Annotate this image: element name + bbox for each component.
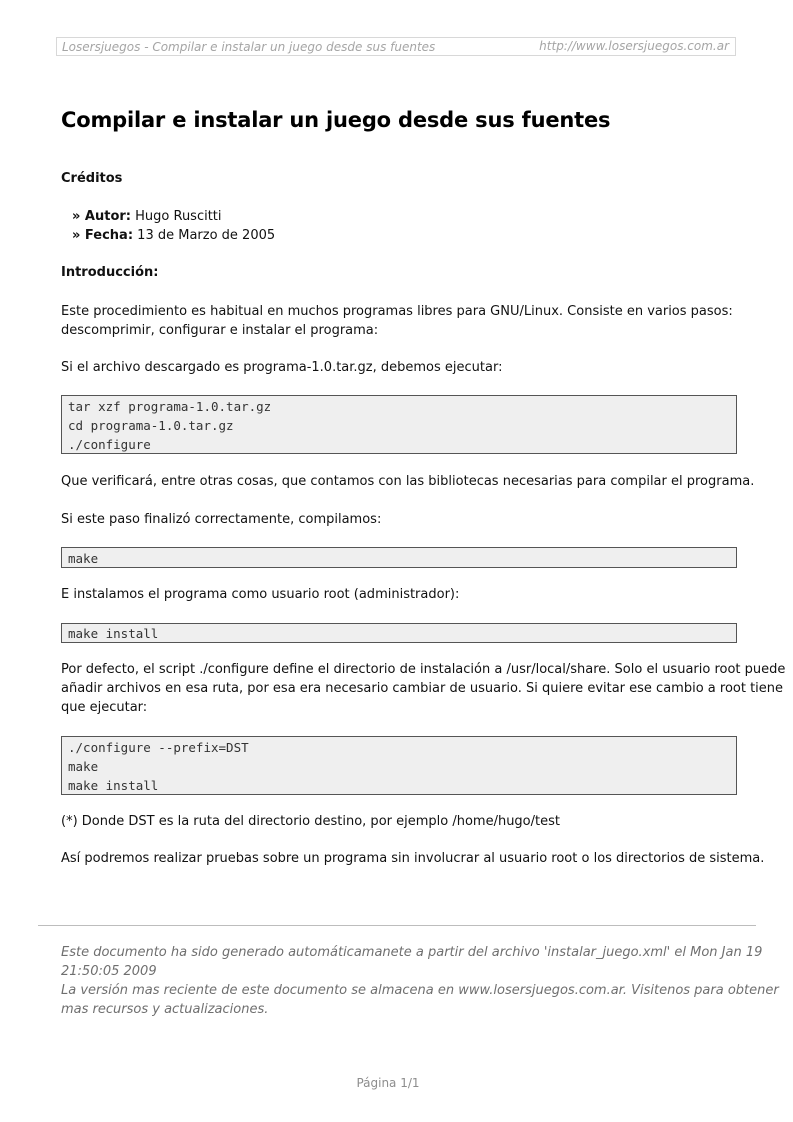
footer-generated-line-1: Este documento ha sido generado automáticamanete a partir del archivo 'instalar_juego.xml' el Mon Jan 19 — [61, 945, 763, 960]
code-line: tar xzf programa-1.0.tar.gz — [68, 399, 272, 414]
code-line: ./configure — [68, 437, 151, 452]
header-site-title: Losersjuegos - Compilar e instalar un juego desde sus fuentes — [62, 40, 436, 54]
paragraph-6-line-1: Por defecto, el script ./configure define el directorio de instalación a /usr/local/share. Solo el usuario root puede — [61, 662, 786, 677]
paragraph-3: Que verificará, entre otras cosas, que contamos con las bibliotecas necesarias para compilar el programa. — [61, 474, 755, 489]
credit-author-value: Hugo Ruscitti — [135, 209, 222, 224]
code-line: ./configure --prefix=DST — [68, 740, 249, 755]
code-line: make — [68, 551, 99, 566]
paragraph-7: (*) Donde DST es la ruta del directorio destino, por ejemplo /home/hugo/test — [61, 814, 560, 829]
header-url[interactable]: http://www.losersjuegos.com.ar — [539, 39, 729, 53]
footer-version-line-2: mas recursos y actualizaciones. — [61, 1002, 269, 1017]
code-line: make — [68, 759, 99, 774]
code-line: cd programa-1.0.tar.gz — [68, 418, 234, 433]
code-block-4[interactable] — [61, 736, 737, 795]
credits-heading: Créditos — [61, 171, 123, 186]
paragraph-1-line-1: Este procedimiento es habitual en muchos programas libres para GNU/Linux. Consiste en varios pasos: — [61, 304, 733, 319]
code-line: make install — [68, 626, 159, 641]
intro-heading: Introducción: — [61, 265, 159, 280]
page-title: Compilar e instalar un juego desde sus fuentes — [61, 108, 611, 132]
code-block-2[interactable] — [61, 547, 737, 568]
footer-generated-line-2: 21:50:05 2009 — [61, 964, 157, 979]
page-number: Página 1/1 — [356, 1076, 420, 1090]
paragraph-8: Así podremos realizar pruebas sobre un programa sin involucrar al usuario root o los directorios de sistema. — [61, 851, 765, 866]
credit-date — [72, 226, 275, 245]
code-block-3[interactable] — [61, 623, 737, 643]
running-header — [56, 37, 736, 56]
paragraph-4: Si este paso finalizó correctamente, compilamos: — [61, 512, 382, 527]
code-line: make install — [68, 778, 159, 793]
credit-date-label: » Fecha: — [72, 228, 134, 243]
footer-divider — [38, 925, 756, 926]
paragraph-2: Si el archivo descargado es programa-1.0.tar.gz, debemos ejecutar: — [61, 360, 503, 375]
code-block-1[interactable] — [61, 395, 737, 454]
credit-author-label: » Autor: — [72, 209, 131, 224]
credit-author — [72, 207, 222, 226]
credit-date-value: 13 de Marzo de 2005 — [137, 228, 276, 243]
footer-version-line-1: La versión mas reciente de este documento se almacena en www.losersjuegos.com.ar. Visitenos para obtener — [61, 983, 779, 998]
paragraph-6-line-3: que ejecutar: — [61, 700, 148, 715]
paragraph-6-line-2: añadir archivos en esa ruta, por esa era necesario cambiar de usuario. Si quiere evitar ese cambio a root tiene — [61, 681, 784, 696]
paragraph-1-line-2: descomprimir, configurar e instalar el programa: — [61, 323, 379, 338]
paragraph-5: E instalamos el programa como usuario root (administrador): — [61, 587, 460, 602]
